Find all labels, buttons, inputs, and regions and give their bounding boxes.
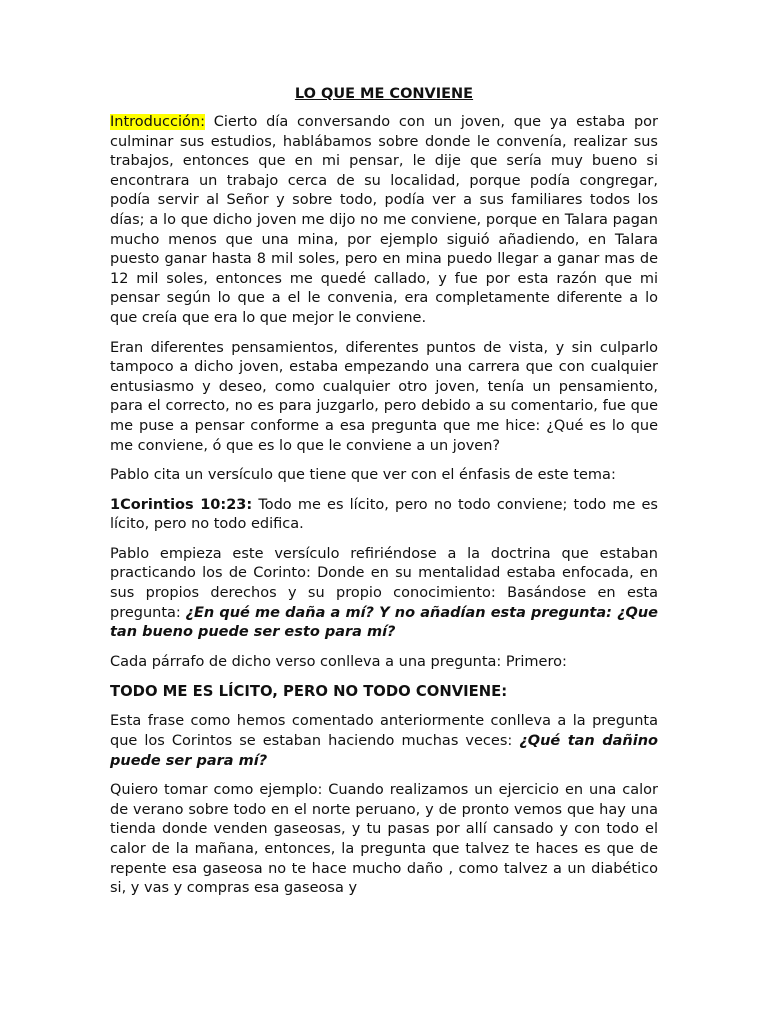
verse-text: Todo me es lícito, pero no todo conviene; todo me es lícito, pero no todo edifica. xyxy=(110,496,658,533)
document-title: LO QUE ME CONVIENE xyxy=(294,86,474,102)
paragraph-pablo-empieza xyxy=(110,545,658,643)
section-heading: TODO ME ES LÍCITO, PERO NO TODO CONVIENE: xyxy=(110,683,508,701)
pablo-empieza-question: ¿En qué me daña a mí? Y no añadían esta pregunta: ¿Que tan bueno puede ser esto para mí? xyxy=(110,604,658,641)
paragraph-cada-parrafo: Cada párrafo de dicho verso conlleva a una pregunta: Primero: xyxy=(110,653,567,670)
pablo-empieza-text: Pablo empieza este versículo refiriéndose a la doctrina que estaban practicando los de Corinto: Donde en su mentalidad estaba enfocada, en sus propios derechos y su propio conocimiento: Basándose en esta pregunta: xyxy=(110,545,658,621)
paragraph-verse xyxy=(110,496,658,535)
paragraph-pablo-cita: Pablo cita un versículo que tiene que ver con el énfasis de este tema: xyxy=(110,467,616,484)
esta-frase-question: ¿Qué tan dañino puede ser para mí? xyxy=(110,733,658,769)
verse-reference: 1Corintios 10:23: xyxy=(110,496,253,513)
paragraph-different-thoughts: Eran diferentes pensamientos, diferentes puntos de vista, y sin culparlo tampoco a dicho joven, estaba empezando una carrera que con cualquier entusiasmo y deseo, como cualquier otro joven, tenía un pensamiento, para el correcto, no es para juzgarlo, pero debido a su comentario, fue que me puse a pensar conforme a esa pregunta que me hice: ¿Qué es lo que me conviene, ó que es lo que le conviene a un joven? xyxy=(110,339,658,454)
paragraph-esta-frase xyxy=(110,712,658,771)
introduction-text: Cierto día conversando con un joven, que ya estaba por culminar sus estudios, hablábamos sobre donde le convenía, realizar sus trabajos, entonces que en mi pensar, le dije que sería muy bueno si encontrara un trabajo cerca de su localidad, porque podía congregar, podía servir al Señor y sobre todo, podía ver a sus familiares todos los días; a lo que dicho joven me dijo no me conviene, porque en Talara pagan mucho menos que una mina, por ejemplo siguió añadiendo, en Talara puesto ganar hasta 8 mil soles, pero en mina puedo llegar a ganar mas de 12 mil soles, entonces me quedé callado, y fue por esta razón que mi pensar según lo que a el le convenia, era completamente diferente a lo que creía que era lo que mejor le conviene. xyxy=(110,114,658,326)
paragraph-ejemplo: Quiero tomar como ejemplo: Cuando realizamos un ejercicio en una calor de verano sobre todo en el norte peruano, y de pronto vemos que hay una tienda donde venden gaseosas, y tu pasas por allí cansado y con todo el calor de la mañana, entonces, la pregunta que talvez te haces es que de repente esa gaseosa no te hace mucho daño , como talvez a un diabético si, y vas y compras esa gaseosa y xyxy=(110,782,658,897)
introduction-label: Introducción: xyxy=(110,114,205,130)
paragraph-introduction xyxy=(110,113,658,329)
esta-frase-text: Esta frase como hemos comentado anteriormente conlleva a la pregunta que los Corintos se estaban haciendo muchas veces: xyxy=(110,713,658,750)
